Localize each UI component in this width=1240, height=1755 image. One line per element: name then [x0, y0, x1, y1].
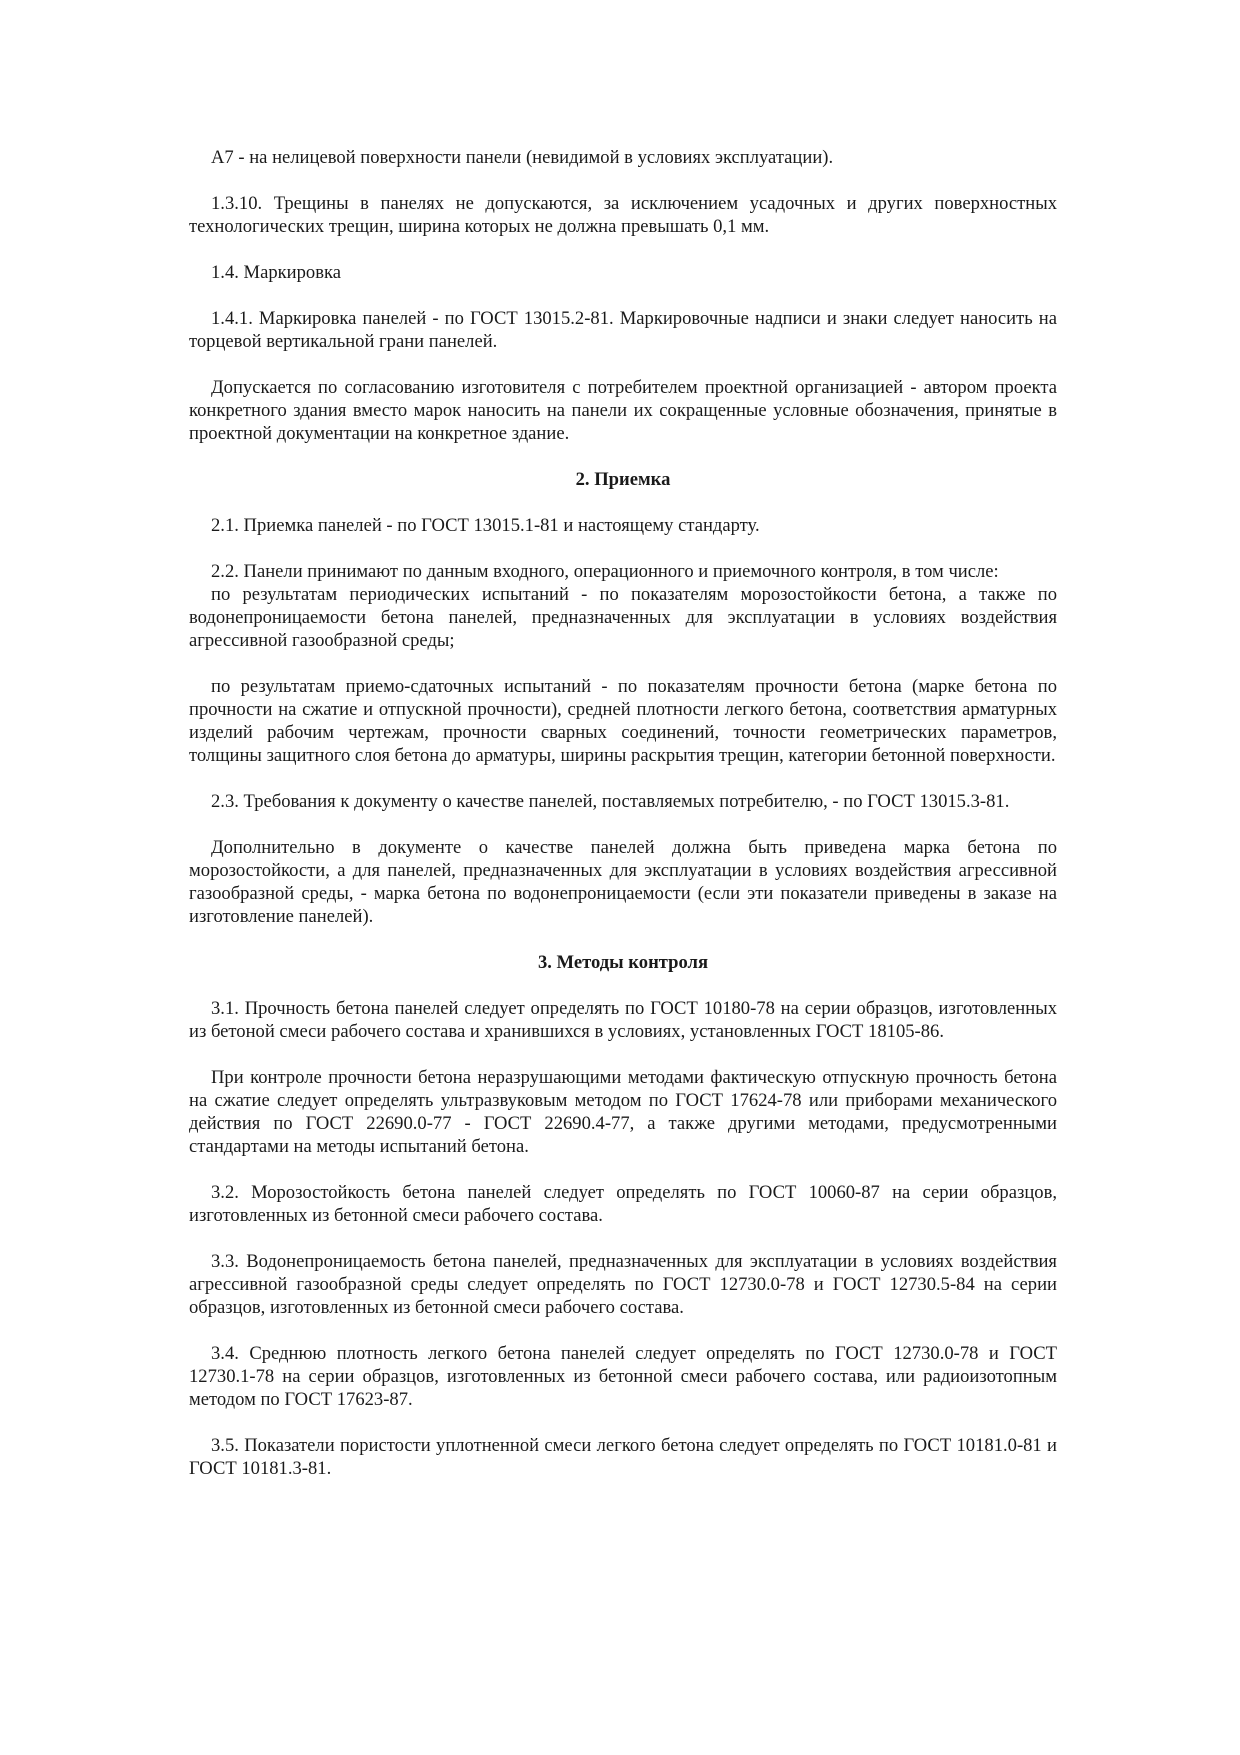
paragraph-3-2: 3.2. Морозостойкость бетона панелей следует определять по ГОСТ 10060-87 на серии образцов, изготовленных из бетонной смеси рабочего состава. — [189, 1182, 1057, 1226]
paragraph-3-5: 3.5. Показатели пористости уплотненной смеси легкого бетона следует определять по ГОСТ 10181.0-81 и ГОСТ 10181.3-81. — [189, 1435, 1057, 1479]
paragraph-2-2: 2.2. Панели принимают по данным входного, операционного и приемочного контроля, в том числе: — [211, 561, 999, 582]
paragraph-marking-allowance: Допускается по согласованию изготовителя с потребителем проектной организацией - автором проекта конкретного здания вместо марок наносить на панели их сокращенные условные обозначения, принятые в проектной документации на конкретное здание. — [189, 377, 1057, 444]
paragraph-a7: А7 - на нелицевой поверхности панели (невидимой в условиях эксплуатации). — [211, 147, 834, 168]
paragraph-acceptance-tests: по результатам приемо-сдаточных испытаний - по показателям прочности бетона (марке бетона по прочности на сжатие и отпускной прочности), средней плотности легкого бетона, соответствия арматурных изделий рабочим чертежам, прочности сварных соединений, точности геометрических параметров, толщины защитного слоя бетона до арматуры, ширины раскрытия трещин, категории бетонной поверхности. — [189, 676, 1057, 766]
paragraph-3-3: 3.3. Водонепроницаемость бетона панелей, предназначенных для эксплуатации в условиях воздействия агрессивной газообразной среды следует определять по ГОСТ 12730.0-78 и ГОСТ 12730.5-84 на серии образцов, изготовленных из бетонной смеси рабочего состава. — [189, 1251, 1057, 1318]
paragraph-1-4-1: 1.4.1. Маркировка панелей - по ГОСТ 13015.2-81. Маркировочные надписи и знаки следует наносить на торцевой вертикальной грани панелей. — [189, 308, 1057, 352]
paragraph-1-3-10: 1.3.10. Трещины в панелях не допускаются, за исключением усадочных и других поверхностных технологических трещин, ширина которых не должна превышать 0,1 мм. — [189, 193, 1057, 237]
section-heading-control-methods: 3. Методы контроля — [537, 952, 709, 973]
paragraph-3-1: 3.1. Прочность бетона панелей следует определять по ГОСТ 10180-78 на серии образцов, изготовленных из бетоной смеси рабочего состава и хранившихся в условиях, установленных ГОСТ 18105-86. — [189, 998, 1057, 1042]
paragraph-periodic-tests: по результатам периодических испытаний - по показателям морозостойкости бетона, а также по водонепроницаемости бетона панелей, предназначенных для эксплуатации в условиях воздействия агрессивной газообразной среды; — [189, 584, 1057, 651]
paragraph-2-3: 2.3. Требования к документу о качестве панелей, поставляемых потребителю, - по ГОСТ 13015.3-81. — [211, 791, 1010, 812]
section-heading-acceptance: 2. Приемка — [575, 469, 671, 490]
paragraph-1-4-title: 1.4. Маркировка — [211, 262, 341, 283]
paragraph-quality-document: Дополнительно в документе о качестве панелей должна быть приведена марка бетона по морозостойкости, а для панелей, предназначенных для эксплуатации в условиях воздействия агрессивной газообразной среды, - марка бетона по водонепроницаемости (если эти показатели приведены в заказе на изготовление панелей). — [189, 837, 1057, 927]
paragraph-3-4: 3.4. Среднюю плотность легкого бетона панелей следует определять по ГОСТ 12730.0-78 и ГОСТ 12730.1-78 на серии образцов, изготовленных из бетонной смеси рабочего состава, или радиоизотопным методом по ГОСТ 17623-87. — [189, 1343, 1057, 1410]
document-page — [189, 146, 1057, 1503]
paragraph-nondestructive-methods: При контроле прочности бетона неразрушающими методами фактическую отпускную прочность бетона на сжатие следует определять ультразвуковым методом по ГОСТ 17624-78 или приборами механического действия по ГОСТ 22690.0-77 - ГОСТ 22690.4-77, а также другими методами, предусмотренными стандартами на методы испытаний бетона. — [189, 1067, 1057, 1157]
paragraph-2-1: 2.1. Приемка панелей - по ГОСТ 13015.1-81 и настоящему стандарту. — [211, 515, 760, 536]
